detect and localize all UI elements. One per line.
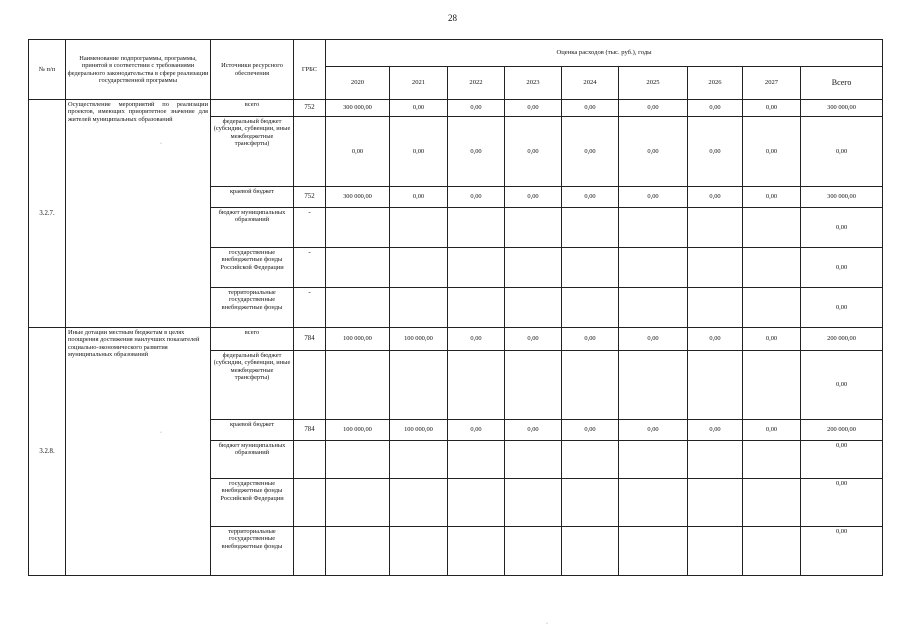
value-cell: 0,00 <box>505 328 562 351</box>
value-cell: 0,00 <box>688 117 743 187</box>
source-label: федеральный бюджет (субсидии, субвенции, иные межбюджетные трансферты) <box>211 117 294 187</box>
value-cell <box>326 208 390 248</box>
page-number: 28 <box>448 13 457 23</box>
value-cell: 0,00 <box>688 420 743 441</box>
total-cell: 200 000,00 <box>801 328 883 351</box>
value-cell <box>390 351 448 420</box>
grbs-code <box>294 527 326 576</box>
source-label: государственные внебюджетные фонды Российской Федерации <box>211 479 294 527</box>
value-cell: 0,00 <box>562 187 619 208</box>
source-label: территориальные государственные внебюджетные фонды <box>211 288 294 328</box>
value-cell <box>326 248 390 288</box>
scan-speck: · <box>160 141 162 147</box>
grbs-code: 752 <box>294 187 326 208</box>
value-cell <box>448 527 505 576</box>
header-year-2020: 2020 <box>326 67 390 100</box>
header-grbs: ГРБС <box>294 40 326 100</box>
row-number-328: 3.2.8. <box>29 328 66 576</box>
value-cell: 100 000,00 <box>326 420 390 441</box>
total-cell: 0,00 <box>801 208 883 248</box>
value-cell: 0,00 <box>390 100 448 117</box>
value-cell: 0,00 <box>448 117 505 187</box>
value-cell: 0,00 <box>619 187 688 208</box>
table-row <box>29 328 883 351</box>
scan-speck: · <box>546 621 548 627</box>
grbs-code <box>294 351 326 420</box>
source-label: всего <box>211 100 294 117</box>
value-cell <box>562 527 619 576</box>
value-cell: 0,00 <box>448 187 505 208</box>
total-cell: 300 000,00 <box>801 100 883 117</box>
value-cell: 0,00 <box>562 328 619 351</box>
value-cell <box>448 208 505 248</box>
budget-table <box>28 39 883 576</box>
total-cell: 0,00 <box>801 441 883 479</box>
value-cell <box>743 288 801 328</box>
value-cell <box>562 351 619 420</box>
total-cell: 300 000,00 <box>801 187 883 208</box>
value-cell: 0,00 <box>505 117 562 187</box>
value-cell <box>743 208 801 248</box>
value-cell: 0,00 <box>505 100 562 117</box>
value-cell <box>390 248 448 288</box>
value-cell <box>688 248 743 288</box>
value-cell <box>619 479 688 527</box>
grbs-code: - <box>294 288 326 328</box>
total-cell: 200 000,00 <box>801 420 883 441</box>
value-cell <box>688 479 743 527</box>
value-cell <box>505 248 562 288</box>
total-cell: 0,00 <box>801 527 883 576</box>
value-cell: 0,00 <box>688 328 743 351</box>
value-cell <box>390 208 448 248</box>
header-year-2026: 2026 <box>688 67 743 100</box>
header-year-2027: 2027 <box>743 67 801 100</box>
scan-speck: · <box>160 430 162 436</box>
grbs-code: 784 <box>294 420 326 441</box>
value-cell <box>562 441 619 479</box>
header-source: Источники ресурсного обеспечения <box>211 40 294 100</box>
source-label: краевой бюджет <box>211 420 294 441</box>
value-cell <box>326 288 390 328</box>
value-cell: 0,00 <box>448 328 505 351</box>
source-label: федеральный бюджет (субсидии, субвенции, иные межбюджетные трансферты) <box>211 351 294 420</box>
value-cell: 0,00 <box>743 117 801 187</box>
grbs-code: - <box>294 248 326 288</box>
value-cell <box>505 208 562 248</box>
header-year-2023: 2023 <box>505 67 562 100</box>
table-row <box>29 100 883 117</box>
value-cell <box>505 441 562 479</box>
value-cell <box>448 479 505 527</box>
total-cell: 0,00 <box>801 117 883 187</box>
value-cell <box>390 441 448 479</box>
header-year-2021: 2021 <box>390 67 448 100</box>
source-label: бюджет муниципальных образований <box>211 208 294 248</box>
source-label: территориальные государственные внебюджетные фонды <box>211 527 294 576</box>
value-cell <box>448 351 505 420</box>
value-cell <box>743 441 801 479</box>
value-cell: 0,00 <box>390 117 448 187</box>
value-cell <box>562 288 619 328</box>
value-cell <box>619 527 688 576</box>
value-cell <box>619 208 688 248</box>
value-cell <box>505 527 562 576</box>
source-label: краевой бюджет <box>211 187 294 208</box>
value-cell <box>688 288 743 328</box>
value-cell <box>326 479 390 527</box>
value-cell: 0,00 <box>743 100 801 117</box>
header-year-2022: 2022 <box>448 67 505 100</box>
value-cell <box>390 479 448 527</box>
value-cell <box>619 441 688 479</box>
source-label: государственные внебюджетные фонды Российской Федерации <box>211 248 294 288</box>
total-cell: 0,00 <box>801 351 883 420</box>
header-year-2025: 2025 <box>619 67 688 100</box>
value-cell <box>562 248 619 288</box>
row-number-327: 3.2.7. <box>29 100 66 328</box>
value-cell <box>390 288 448 328</box>
value-cell: 0,00 <box>619 420 688 441</box>
value-cell: 0,00 <box>505 187 562 208</box>
source-label: бюджет муниципальных образований <box>211 441 294 479</box>
value-cell: 0,00 <box>562 117 619 187</box>
value-cell <box>688 527 743 576</box>
value-cell: 0,00 <box>326 117 390 187</box>
total-cell: 0,00 <box>801 248 883 288</box>
program-name-327: Осуществление мероприятий по реализации проектов, имеющих приоритетное значение для жителей муниципальных образований <box>66 100 211 328</box>
value-cell <box>619 248 688 288</box>
value-cell <box>562 479 619 527</box>
value-cell <box>390 527 448 576</box>
value-cell <box>562 208 619 248</box>
value-cell <box>688 351 743 420</box>
header-num: № п/п <box>29 40 66 100</box>
value-cell: 0,00 <box>743 328 801 351</box>
value-cell: 0,00 <box>619 117 688 187</box>
value-cell <box>619 288 688 328</box>
value-cell <box>688 441 743 479</box>
header-total: Всего <box>801 67 883 100</box>
value-cell: 0,00 <box>505 420 562 441</box>
total-cell: 0,00 <box>801 288 883 328</box>
value-cell <box>326 527 390 576</box>
source-label: всего <box>211 328 294 351</box>
value-cell <box>743 479 801 527</box>
value-cell <box>743 248 801 288</box>
value-cell <box>505 351 562 420</box>
value-cell: 100 000,00 <box>326 328 390 351</box>
value-cell: 0,00 <box>562 420 619 441</box>
value-cell <box>743 351 801 420</box>
value-cell <box>448 288 505 328</box>
value-cell: 0,00 <box>390 187 448 208</box>
value-cell: 0,00 <box>448 420 505 441</box>
value-cell <box>326 351 390 420</box>
total-cell: 0,00 <box>801 479 883 527</box>
value-cell: 0,00 <box>743 187 801 208</box>
grbs-code: - <box>294 208 326 248</box>
header-year-2024: 2024 <box>562 67 619 100</box>
header-name: Наименование подпрограммы, программы, принятой в соответствии с требованиями федерального законодательства в сфере реализации государственной программы <box>66 40 211 100</box>
value-cell <box>505 288 562 328</box>
value-cell <box>619 351 688 420</box>
value-cell: 300 000,00 <box>326 100 390 117</box>
value-cell: 100 000,00 <box>390 328 448 351</box>
value-cell: 0,00 <box>619 328 688 351</box>
grbs-code: 752 <box>294 100 326 117</box>
value-cell: 0,00 <box>688 187 743 208</box>
value-cell: 0,00 <box>619 100 688 117</box>
grbs-code <box>294 117 326 187</box>
value-cell <box>743 527 801 576</box>
grbs-code <box>294 479 326 527</box>
value-cell: 0,00 <box>448 100 505 117</box>
value-cell <box>688 208 743 248</box>
value-cell: 0,00 <box>688 100 743 117</box>
header-estimate: Оценка расходов (тыс. руб.), годы <box>326 40 883 67</box>
grbs-code: 784 <box>294 328 326 351</box>
value-cell: 0,00 <box>562 100 619 117</box>
program-name-328: Иные дотации местным бюджетам в целях поощрения достижения наилучших показателей социально-экономического развития муниципальных образований <box>66 328 211 576</box>
value-cell <box>448 441 505 479</box>
value-cell <box>326 441 390 479</box>
grbs-code <box>294 441 326 479</box>
value-cell <box>448 248 505 288</box>
value-cell <box>505 479 562 527</box>
value-cell: 0,00 <box>743 420 801 441</box>
value-cell: 100 000,00 <box>390 420 448 441</box>
value-cell: 300 000,00 <box>326 187 390 208</box>
